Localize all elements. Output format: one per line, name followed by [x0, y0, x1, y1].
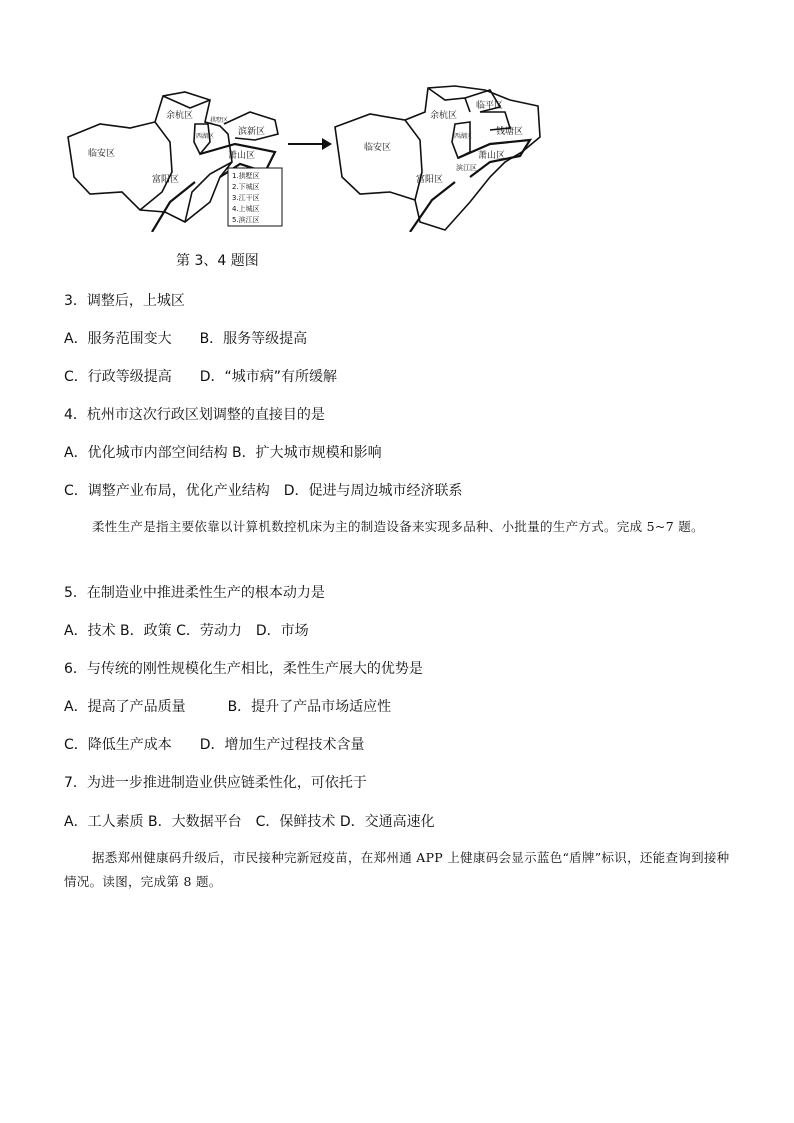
left-label-fuyang: 富阳区 — [152, 175, 180, 185]
left-label-xihu: 西湖区 — [196, 133, 215, 140]
left-legend-item-3: 3.江干区 — [232, 194, 260, 202]
right-label-xihu: 西湖区 — [454, 133, 473, 140]
q4-options-ab: A．优化城市内部空间结构 B．扩大城市规模和影响 — [64, 445, 382, 461]
left-legend-item-5: 5.滨江区 — [232, 216, 260, 224]
q5-stem: 5．在制造业中推进柔性生产的根本动力是 — [64, 585, 325, 601]
right-label-linping: 临平区 — [476, 101, 504, 111]
right-xihu-district — [452, 122, 473, 158]
left-legend-item-4: 4.上城区 — [232, 205, 260, 213]
left-lin-an-border — [140, 122, 172, 210]
right-label-fuyang: 富阳区 — [416, 175, 444, 185]
q7-stem: 7．为进一步推进制造业供应链柔性化，可依托于 — [64, 775, 367, 791]
right-lin-an-border — [405, 120, 422, 200]
left-legend-item-2: 2.下城区 — [232, 183, 260, 191]
right-yuhang-border — [428, 88, 470, 112]
left-legend-item-1: 1.拱墅区 — [232, 172, 260, 180]
right-label-lin-an: 临安区 — [364, 143, 392, 153]
right-label-xiaoshan: 萧山区 — [478, 151, 506, 161]
q3-options-ab: A．服务范围变大 B．服务等级提高 — [64, 331, 308, 347]
district-map-figure — [60, 82, 550, 232]
q6-options-cd: C．降低生产成本 D．增加生产过程技术含量 — [64, 737, 365, 753]
q5-options: A．技术 B．政策 C．劳动力 D．市场 — [64, 623, 309, 639]
q6-stem: 6．与传统的刚性规模化生产相比，柔性生产展大的优势是 — [64, 661, 423, 677]
figure-caption: 第 3、4 题图 — [176, 253, 259, 269]
left-label-binxin: 滨新区 — [238, 127, 266, 137]
intro-q8: 据悉郑州健康码升级后，市民接种完新冠疫苗，在郑州通 APP 上健康码会显示蓝色“盾牌”标识，还能查询到接种情况。读图，完成第 8 题。 — [64, 850, 730, 889]
intro-q5-7: 柔性生产是指主要依靠以计算机数控机床为主的制造设备来实现多品种、小批量的生产方式。完成 5~7 题。 — [92, 519, 704, 534]
q3-options-cd: C．行政等级提高 D．“城市病”有所缓解 — [64, 369, 338, 385]
right-label-binjiang: 滨江区 — [456, 164, 477, 172]
arrow-icon — [288, 138, 332, 150]
q7-options: A．工人素质 B．大数据平台 C．保鲜技术 D．交通高速化 — [64, 814, 435, 830]
left-label-xiaoshan: 萧山区 — [228, 151, 256, 161]
right-label-qiantang: 钱塘区 — [496, 127, 524, 137]
right-map — [335, 86, 540, 232]
right-label-yuhang: 余杭区 — [430, 111, 458, 121]
left-label-gongshu: 拱墅区 — [210, 117, 229, 124]
q4-options-cd: C．调整产业布局，优化产业结构 D．促进与周边城市经济联系 — [64, 483, 463, 499]
left-label-yuhang: 余杭区 — [166, 111, 194, 121]
q4-stem: 4．杭州市这次行政区划调整的直接目的是 — [64, 407, 325, 423]
left-label-lin-an: 临安区 — [88, 149, 116, 159]
q6-options-ab: A．提高了产品质量 B．提升了产品市场适应性 — [64, 699, 392, 715]
q3-stem: 3．调整后，上城区 — [64, 293, 185, 309]
